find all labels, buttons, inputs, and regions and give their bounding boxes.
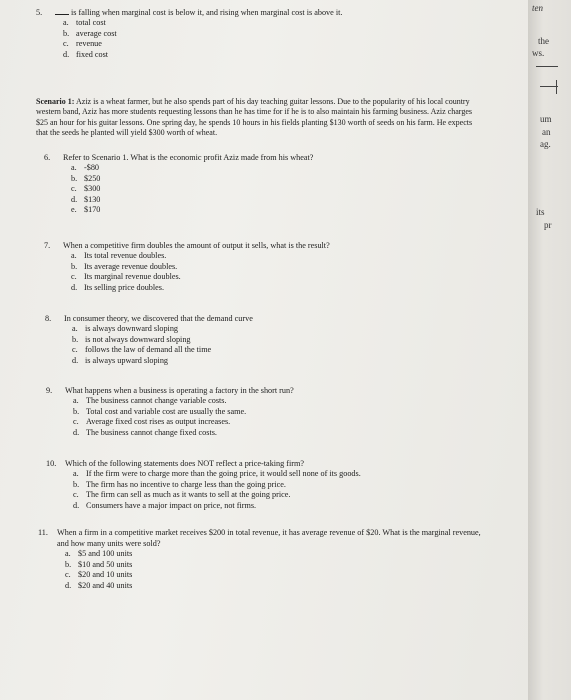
option: e. $170 xyxy=(71,205,101,215)
options-list xyxy=(46,396,486,438)
scenario-paragraph xyxy=(36,97,476,139)
question-text: What happens when a business is operating a factory in the short run? xyxy=(65,386,294,395)
page-fragment: ag. xyxy=(540,139,551,149)
question-number: 7. xyxy=(44,241,51,250)
option: b. Total cost and variable cost are usually the same. xyxy=(73,406,247,416)
page-fragment: pr xyxy=(544,220,552,230)
page-fragment: um xyxy=(540,114,552,124)
option: d. $130 xyxy=(71,194,101,204)
page-fragment: ten xyxy=(532,3,543,13)
question-text: is falling when marginal cost is below it, and rising when marginal cost is above it. xyxy=(71,8,343,17)
answer-blank xyxy=(55,14,69,15)
option: a. total cost xyxy=(63,18,106,27)
option: d. Its selling price doubles. xyxy=(71,282,165,292)
scenario-label: Scenario 1: xyxy=(36,97,75,106)
option: a. $5 and 100 units xyxy=(65,549,133,558)
page-fragment: an xyxy=(542,127,551,137)
option: d. is always upward sloping xyxy=(72,355,169,365)
question-text: Which of the following statements does NOT reflect a price-taking firm? xyxy=(65,459,305,468)
margin-mark xyxy=(556,80,557,94)
question-number: 6. xyxy=(44,153,51,162)
option: c. follows the law of demand all the time xyxy=(72,345,212,355)
adjacent-page-edge xyxy=(528,0,571,700)
question-7 xyxy=(44,240,484,293)
option: d. $20 and 40 units xyxy=(65,580,133,590)
question-text: Refer to Scenario 1. What is the economic profit Aziz made from his wheat? xyxy=(63,153,314,162)
margin-mark xyxy=(536,66,558,67)
option: c. $300 xyxy=(71,184,101,194)
question-number: 5. xyxy=(36,8,43,17)
option: b. is not always downward sloping xyxy=(72,334,191,344)
options-list xyxy=(45,324,485,366)
question-8 xyxy=(45,313,485,366)
question-number: 11. xyxy=(38,528,48,537)
options-list xyxy=(38,549,488,591)
option: a. If the firm were to charge more than the going price, it would sell none of its goods. xyxy=(73,469,361,478)
question-text: When a firm in a competitive market receives $200 in total revenue, it has average revenue of $20. What is the marginal revenue, and how many units were sold? xyxy=(57,528,481,548)
page-fragment: ws. xyxy=(532,48,545,58)
options-list xyxy=(46,469,506,511)
question-text: When a competitive firm doubles the amount of output it sells, what is the result? xyxy=(63,241,330,250)
page-fragment: its xyxy=(536,207,545,217)
option: b. $10 and 50 units xyxy=(65,559,133,569)
option: b. Its average revenue doubles. xyxy=(71,261,178,271)
option: a. is always downward sloping xyxy=(72,324,179,333)
question-11 xyxy=(38,527,488,591)
option: d. fixed cost xyxy=(63,49,109,59)
question-10 xyxy=(46,458,506,511)
option: c. The firm can sell as much as it wants to sell at the going price. xyxy=(73,490,291,500)
option: b. $250 xyxy=(71,173,101,183)
option: d. The business cannot change fixed costs. xyxy=(73,427,217,437)
option: b. The firm has no incentive to charge less than the going price. xyxy=(73,479,286,489)
question-6 xyxy=(44,152,464,216)
option: a. Its total revenue doubles. xyxy=(71,251,167,260)
question-number: 9. xyxy=(46,386,53,395)
option: a. -$80 xyxy=(71,163,100,172)
scenario-text: Aziz is a wheat farmer, but he also spends part of his day teaching guitar lessons. Due to the popularity of his local country western band, Aziz has more students requesting lessons than he has time for if he is to also maintain his farming business. Aziz charges $25 an hour for his guitar lessons. One spring day, he spends 10 hours in his fields planting $130 worth of seeds on his farm. He expects that the seeds he planted will yield $300 worth of wheat. xyxy=(36,97,473,138)
question-number: 10. xyxy=(46,459,57,468)
question-5 xyxy=(36,7,456,60)
option: c. Average fixed cost rises as output increases. xyxy=(73,417,231,427)
option: c. revenue xyxy=(63,39,102,49)
option: c. Its marginal revenue doubles. xyxy=(71,272,181,282)
options-list xyxy=(36,18,456,60)
option: c. $20 and 10 units xyxy=(65,570,133,580)
question-9 xyxy=(46,385,486,438)
option: b. average cost xyxy=(63,28,117,38)
option: a. The business cannot change variable costs. xyxy=(73,396,227,405)
options-list xyxy=(44,251,484,293)
page-fragment: the xyxy=(538,36,549,46)
question-text: In consumer theory, we discovered that the demand curve xyxy=(64,314,253,323)
options-list xyxy=(44,163,464,216)
option: d. Consumers have a major impact on price, not firms. xyxy=(73,500,257,510)
question-number: 8. xyxy=(45,314,52,323)
